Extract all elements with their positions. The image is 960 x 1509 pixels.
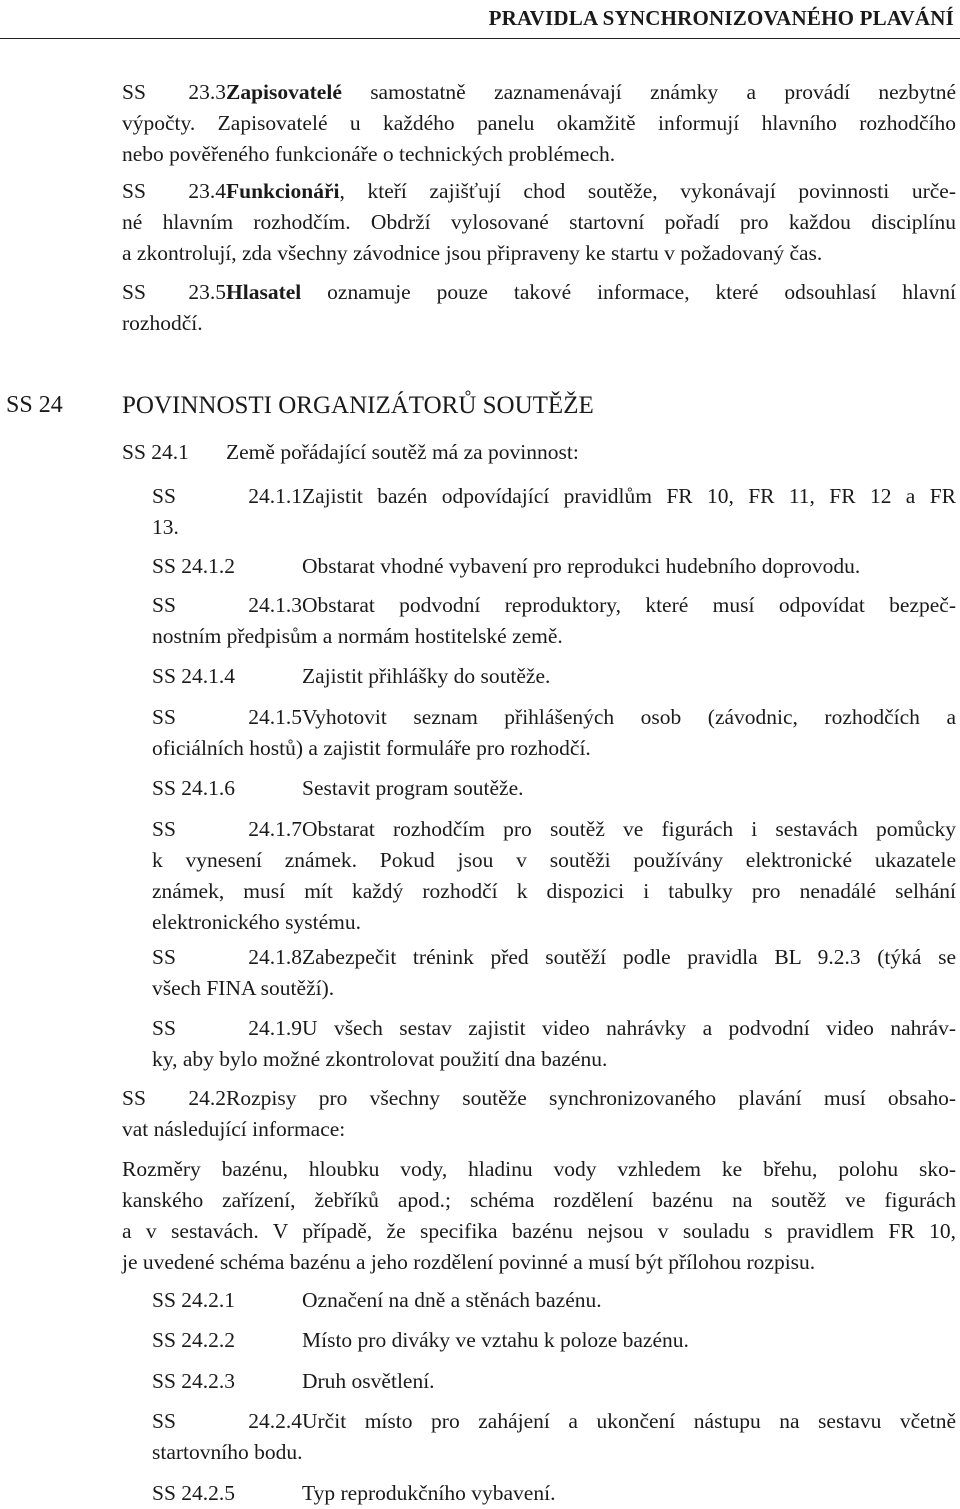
text-line: Zabezpečit trénink před soutěží podle pravidla BL 9.2.3 (týká se <box>302 945 956 969</box>
item-ss-24-2-2 <box>152 1325 956 1356</box>
rule-code: SS 24.2.2 <box>152 1328 236 1352</box>
rule-code: SS 24.1.3 <box>152 593 302 617</box>
text-line: Obstarat rozhodčím pro soutěž ve figurách i sestavách pomůcky <box>302 817 956 841</box>
paragraph-ss-23-4 <box>122 176 956 269</box>
item-ss-24-1-5 <box>152 702 956 764</box>
item-ss-24-1-2 <box>152 551 956 582</box>
text-line: kanského zařízení, žebříků apod.; schéma rozdělení bazénu na soutěž ve figurách <box>122 1188 956 1212</box>
page-header <box>0 4 960 39</box>
item-ss-24-1-8 <box>152 942 956 1004</box>
text-line: výpočty. Zapisovatelé u každého panelu okamžitě informují hlavního rozhodčího <box>122 111 956 135</box>
text-line: oficiálních hostů) a zajistit formuláře pro rozhodčí. <box>152 736 591 760</box>
rule-code: SS 24.2.4 <box>152 1409 302 1433</box>
text-line: Obstarat podvodní reproduktory, které musí odpovídat bezpeč- <box>302 593 956 617</box>
rule-code: SS 24.1.6 <box>152 776 236 800</box>
section-title: POVINNOSTI ORGANIZÁTORŮ SOUTĚŽE <box>122 392 594 419</box>
section-number: SS 24 <box>6 392 63 418</box>
rule-code: SS 24.1.5 <box>152 705 302 729</box>
text-line: 13. <box>152 515 179 539</box>
text-line: Typ reprodukčního vybavení. <box>302 1481 556 1505</box>
paragraph-ss-23-5 <box>122 277 956 339</box>
text-line: U všech sestav zajistit video nahrávky a podvodní video nahráv- <box>302 1016 956 1040</box>
rule-code: SS 24.1.1 <box>152 484 302 508</box>
text-line: samostatně zaznamenávají známky a provádí nezbytné <box>341 80 956 104</box>
item-ss-24-1-9 <box>152 1013 956 1075</box>
rule-code: SS 24.2 <box>122 1086 226 1110</box>
text-line: Druh osvětlení. <box>302 1369 435 1393</box>
text-line: všech FINA soutěží). <box>152 976 335 1000</box>
text-line: Určit místo pro zahájení a ukončení nástupu na sestavu včetně <box>302 1409 956 1433</box>
text-line: známek, musí mít každý rozhodčí k dispozici i tabulky pro nenadálé selhání <box>152 879 956 903</box>
item-ss-24-2-4 <box>152 1406 956 1468</box>
paragraph-ss-24-1 <box>122 437 956 468</box>
text-line: Sestavit program soutěže. <box>302 776 524 800</box>
item-ss-24-2-3 <box>152 1366 956 1397</box>
text-line: Zajistit přihlášky do soutěže. <box>302 664 551 688</box>
text-line: Zajistit bazén odpovídající pravidlům FR 10, FR 11, FR 12 a FR <box>302 484 956 508</box>
rule-code: SS 24.1.7 <box>152 817 302 841</box>
text-line: k vynesení známek. Pokud jsou v soutěži používány elektronické ukazatele <box>152 848 956 872</box>
text-line: elektronického systému. <box>152 910 361 934</box>
item-ss-24-1-1 <box>152 481 956 543</box>
text-line: nostním předpisům a normám hostitelské země. <box>152 624 563 648</box>
text-line: Vyhotovit seznam přihlášených osob (závodnic, rozhodčích a <box>302 705 956 729</box>
rule-code: SS 24.1.8 <box>152 945 302 969</box>
header-title: PRAVIDLA SYNCHRONIZOVANÉHO PLAVÁNÍ <box>488 6 954 30</box>
rule-code: SS 24.2.3 <box>152 1369 236 1393</box>
text-line: vat následující informace: <box>122 1117 346 1141</box>
item-ss-24-2-1 <box>152 1285 956 1316</box>
text-line: ky, aby bylo možné zkontrolovat použití dna bazénu. <box>152 1047 608 1071</box>
item-ss-24-1-3 <box>152 590 956 652</box>
text-line: Označení na dně a stěnách bazénu. <box>302 1288 602 1312</box>
rule-code: SS 23.5 <box>122 280 226 304</box>
text-line: a v sestavách. V případě, že specifika bazénu nejsou v souladu s pravidlem FR 10, <box>122 1219 956 1243</box>
rule-code: SS 24.1 <box>122 440 189 464</box>
text-line: a zkontrolují, zda všechny závodnice jsou připraveny ke startu v požadovaný čas. <box>122 241 823 265</box>
item-ss-24-2-5 <box>152 1478 956 1509</box>
rule-code: SS 24.1.2 <box>152 554 236 578</box>
text-line: né hlavním rozhodčím. Obdrží vylosované startovní pořadí pro každou disciplínu <box>122 210 956 234</box>
text-line: Místo pro diváky ve vztahu k poloze bazénu. <box>302 1328 689 1352</box>
rule-term: Zapisovatelé <box>226 80 342 104</box>
item-ss-24-1-6 <box>152 773 956 804</box>
rule-term: Hlasatel <box>226 280 302 304</box>
rule-code: SS 24.1.4 <box>152 664 236 688</box>
text-line: rozhodčí. <box>122 311 203 335</box>
rule-code: SS 24.2.5 <box>152 1481 236 1505</box>
rule-code: SS 23.4 <box>122 179 226 203</box>
text-line: je uvedené schéma bazénu a jeho rozdělení povinné a musí být přílohou rozpisu. <box>122 1250 816 1274</box>
text-line: , kteří zajišťují chod soutěže, vykonávají povinnosti urče- <box>339 179 956 203</box>
item-ss-24-1-7 <box>152 814 956 938</box>
rule-term: Funkcionáři <box>226 179 340 203</box>
text-line: Rozpisy pro všechny soutěže synchronizovaného plavání musí obsaho- <box>226 1086 956 1110</box>
item-ss-24-1-4 <box>152 661 956 692</box>
text-line: nebo pověřeného funkcionáře o technických problémech. <box>122 142 616 166</box>
text-line: Země pořádající soutěž má za povinnost: <box>226 440 579 464</box>
rule-code: SS 23.3 <box>122 80 226 104</box>
rule-code: SS 24.1.9 <box>152 1016 302 1040</box>
paragraph-ss-24-2 <box>122 1083 956 1145</box>
paragraph-ss-23-3 <box>122 77 956 170</box>
text-line: oznamuje pouze takové informace, které odsouhlasí hlavní <box>301 280 956 304</box>
rule-code: SS 24.2.1 <box>152 1288 236 1312</box>
text-line: Rozměry bazénu, hloubku vody, hladinu vody vzhledem ke břehu, polohu sko- <box>122 1157 956 1181</box>
text-line: startovního bodu. <box>152 1440 303 1464</box>
text-line: Obstarat vhodné vybavení pro reprodukci hudebního doprovodu. <box>302 554 861 578</box>
paragraph-pool-info <box>122 1154 956 1278</box>
